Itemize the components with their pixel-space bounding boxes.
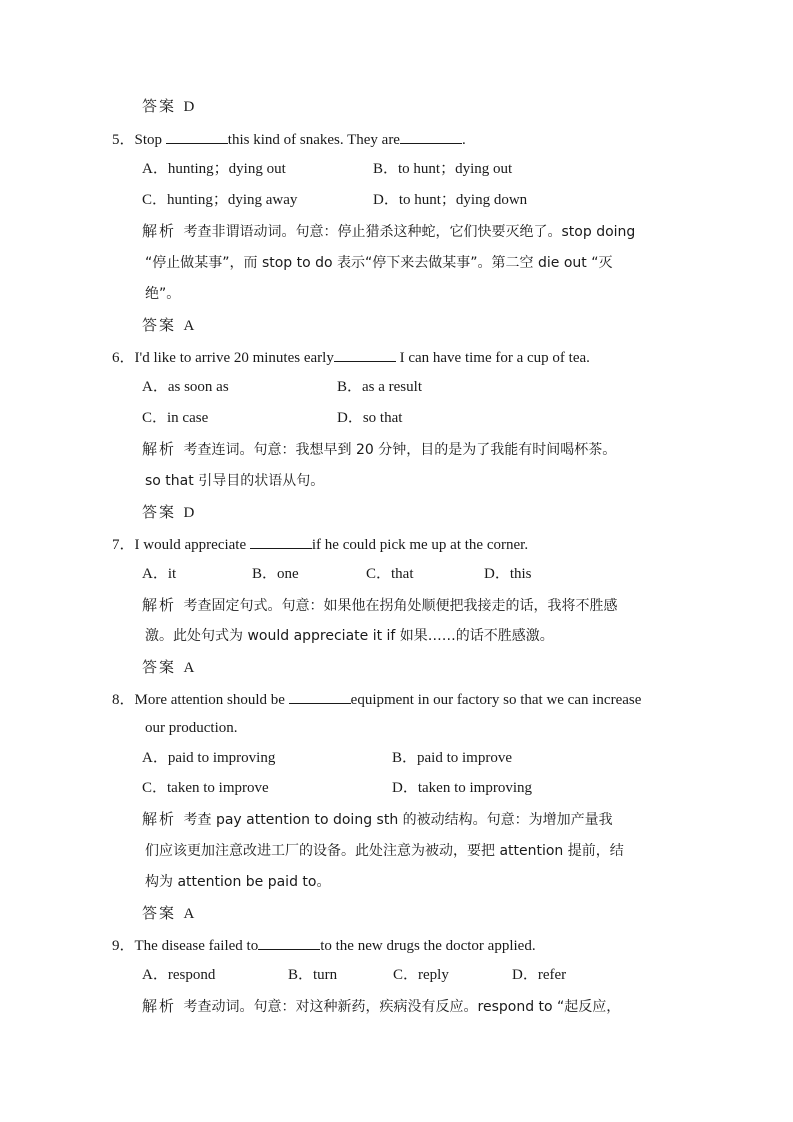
question-5-explanation-2 [145,254,612,272]
question-6-options-row-2 [0,409,793,427]
option-a: A．paid to improving [142,750,276,766]
option-b: B．turn [288,967,338,983]
question-8-stem-continued [145,719,237,737]
stem-text: Stop [134,132,166,148]
explanation-text: 考查连词。句意：我想早到 20 分钟，目的是为了我能有时间喝杯茶。 [183,442,617,458]
option-b: B．one [252,566,299,582]
analysis-label: 解析 [142,810,177,828]
answer-blank [334,347,396,362]
option-d: D．to hunt；dying down [373,192,528,208]
answer-blank [289,689,351,704]
stem-text: if he could pick me up at the corner. [311,537,529,553]
stem-text: equipment in our factory so that we can increase [350,692,642,708]
explanation-text: 考查固定句式。句意：如果他在拐角处顺便把我接走的话，我将不胜感 [183,598,618,614]
explanation-text: 们应该更加注意改进工厂的设备。此处注意为被动，要把 attention 提前，结 [145,843,624,859]
option-a: A．hunting；dying out [142,161,286,177]
answer-blank [400,129,462,144]
explanation-text: 考查动词。句意：对这种新药，疾病没有反应。respond to “起反应， [183,999,621,1015]
answer-label: 答案 [142,904,177,922]
answer-label: 答案 [142,97,177,115]
question-9-options-row [0,966,793,984]
explanation-text: “停止做某事”，而 stop to do 表示“停下来去做某事”。第二空 die out “灭 [145,255,613,271]
stem-text: to the new drugs the doctor applied. [320,938,536,954]
question-5-explanation-1 [142,222,635,240]
question-6-answer [142,503,194,521]
explanation-text: 考查 pay attention to doing sth 的被动结构。句意：为增加产量我 [183,812,613,828]
question-9-stem [112,935,536,953]
option-c: C．in case [142,410,209,426]
option-a: A．it [142,566,177,582]
question-5-explanation-3 [145,285,180,303]
question-5-options-row-1 [0,160,793,178]
option-d: D．taken to improving [392,780,532,796]
answer-value: D [183,99,195,115]
analysis-label: 解析 [142,222,177,240]
question-5-options-row-2 [0,191,793,209]
question-number: 9． [112,938,135,954]
analysis-label: 解析 [142,997,177,1015]
question-8-answer [142,904,194,922]
question-number: 5． [112,132,135,148]
answer-label: 答案 [142,658,177,676]
option-a: A．respond [142,967,216,983]
option-c: C．taken to improve [142,780,269,796]
stem-text: I'd like to arrive 20 minutes early [134,350,334,366]
answer-value: A [183,660,195,676]
answer-value: A [183,318,195,334]
option-a: A．as soon as [142,379,229,395]
stem-text: I can have time for a cup of tea. [395,350,590,366]
explanation-text: 绝”。 [145,286,181,302]
question-8-options-row-2 [0,779,793,797]
stem-text: More attention should be [134,692,289,708]
stem-text: this kind of snakes. They are [227,132,400,148]
question-7-stem [112,534,528,552]
question-8-explanation-2 [145,842,624,860]
analysis-label: 解析 [142,440,177,458]
explanation-text: 激。此处句式为 would appreciate it if 如果……的话不胜感激。 [145,628,554,644]
question-5-stem [112,129,466,147]
option-c: C．that [366,566,414,582]
analysis-label: 解析 [142,596,177,614]
stem-text: I would appreciate [134,537,250,553]
option-b: B．to hunt；dying out [373,161,513,177]
question-number: 7． [112,537,135,553]
option-c: C．hunting；dying away [142,192,298,208]
option-d: D．this [484,566,532,582]
answer-blank [250,534,312,549]
answer-value: D [183,505,195,521]
stem-text: . [461,132,466,148]
question-7-explanation-2 [145,627,554,645]
question-8-explanation-3 [145,873,330,891]
stem-text: our production. [145,720,238,736]
explanation-text: so that 引导目的状语从句。 [145,473,325,489]
question-number: 8． [112,692,135,708]
question-9-explanation-1 [142,997,620,1015]
question-6-options-row-1 [0,378,793,396]
answer-blank [258,935,320,950]
answer-value: A [183,906,195,922]
question-6-explanation-2 [145,472,324,490]
question-6-stem [112,347,590,365]
option-d: D．so that [337,410,403,426]
option-d: D．refer [512,967,567,983]
question-7-explanation-1 [142,596,618,614]
explanation-text: 构为 attention be paid to。 [145,874,331,890]
question-5-answer [142,316,194,334]
question-6-explanation-1 [142,440,616,458]
question-8-explanation-1 [142,810,613,828]
question-7-answer [142,658,194,676]
question-8-stem [112,689,641,707]
answer-blank [166,129,228,144]
question-7-options-row [0,565,793,583]
question-number: 6． [112,350,135,366]
answer-label: 答案 [142,316,177,334]
explanation-text: 考查非谓语动词。句意：停止猎杀这种蛇，它们快要灭绝了。stop doing [183,224,636,240]
stem-text: The disease failed to [134,938,259,954]
q4-answer-line [142,97,194,115]
question-8-options-row-1 [0,749,793,767]
answer-label: 答案 [142,503,177,521]
option-b: B．as a result [337,379,422,395]
option-b: B．paid to improve [392,750,512,766]
option-c: C．reply [393,967,449,983]
